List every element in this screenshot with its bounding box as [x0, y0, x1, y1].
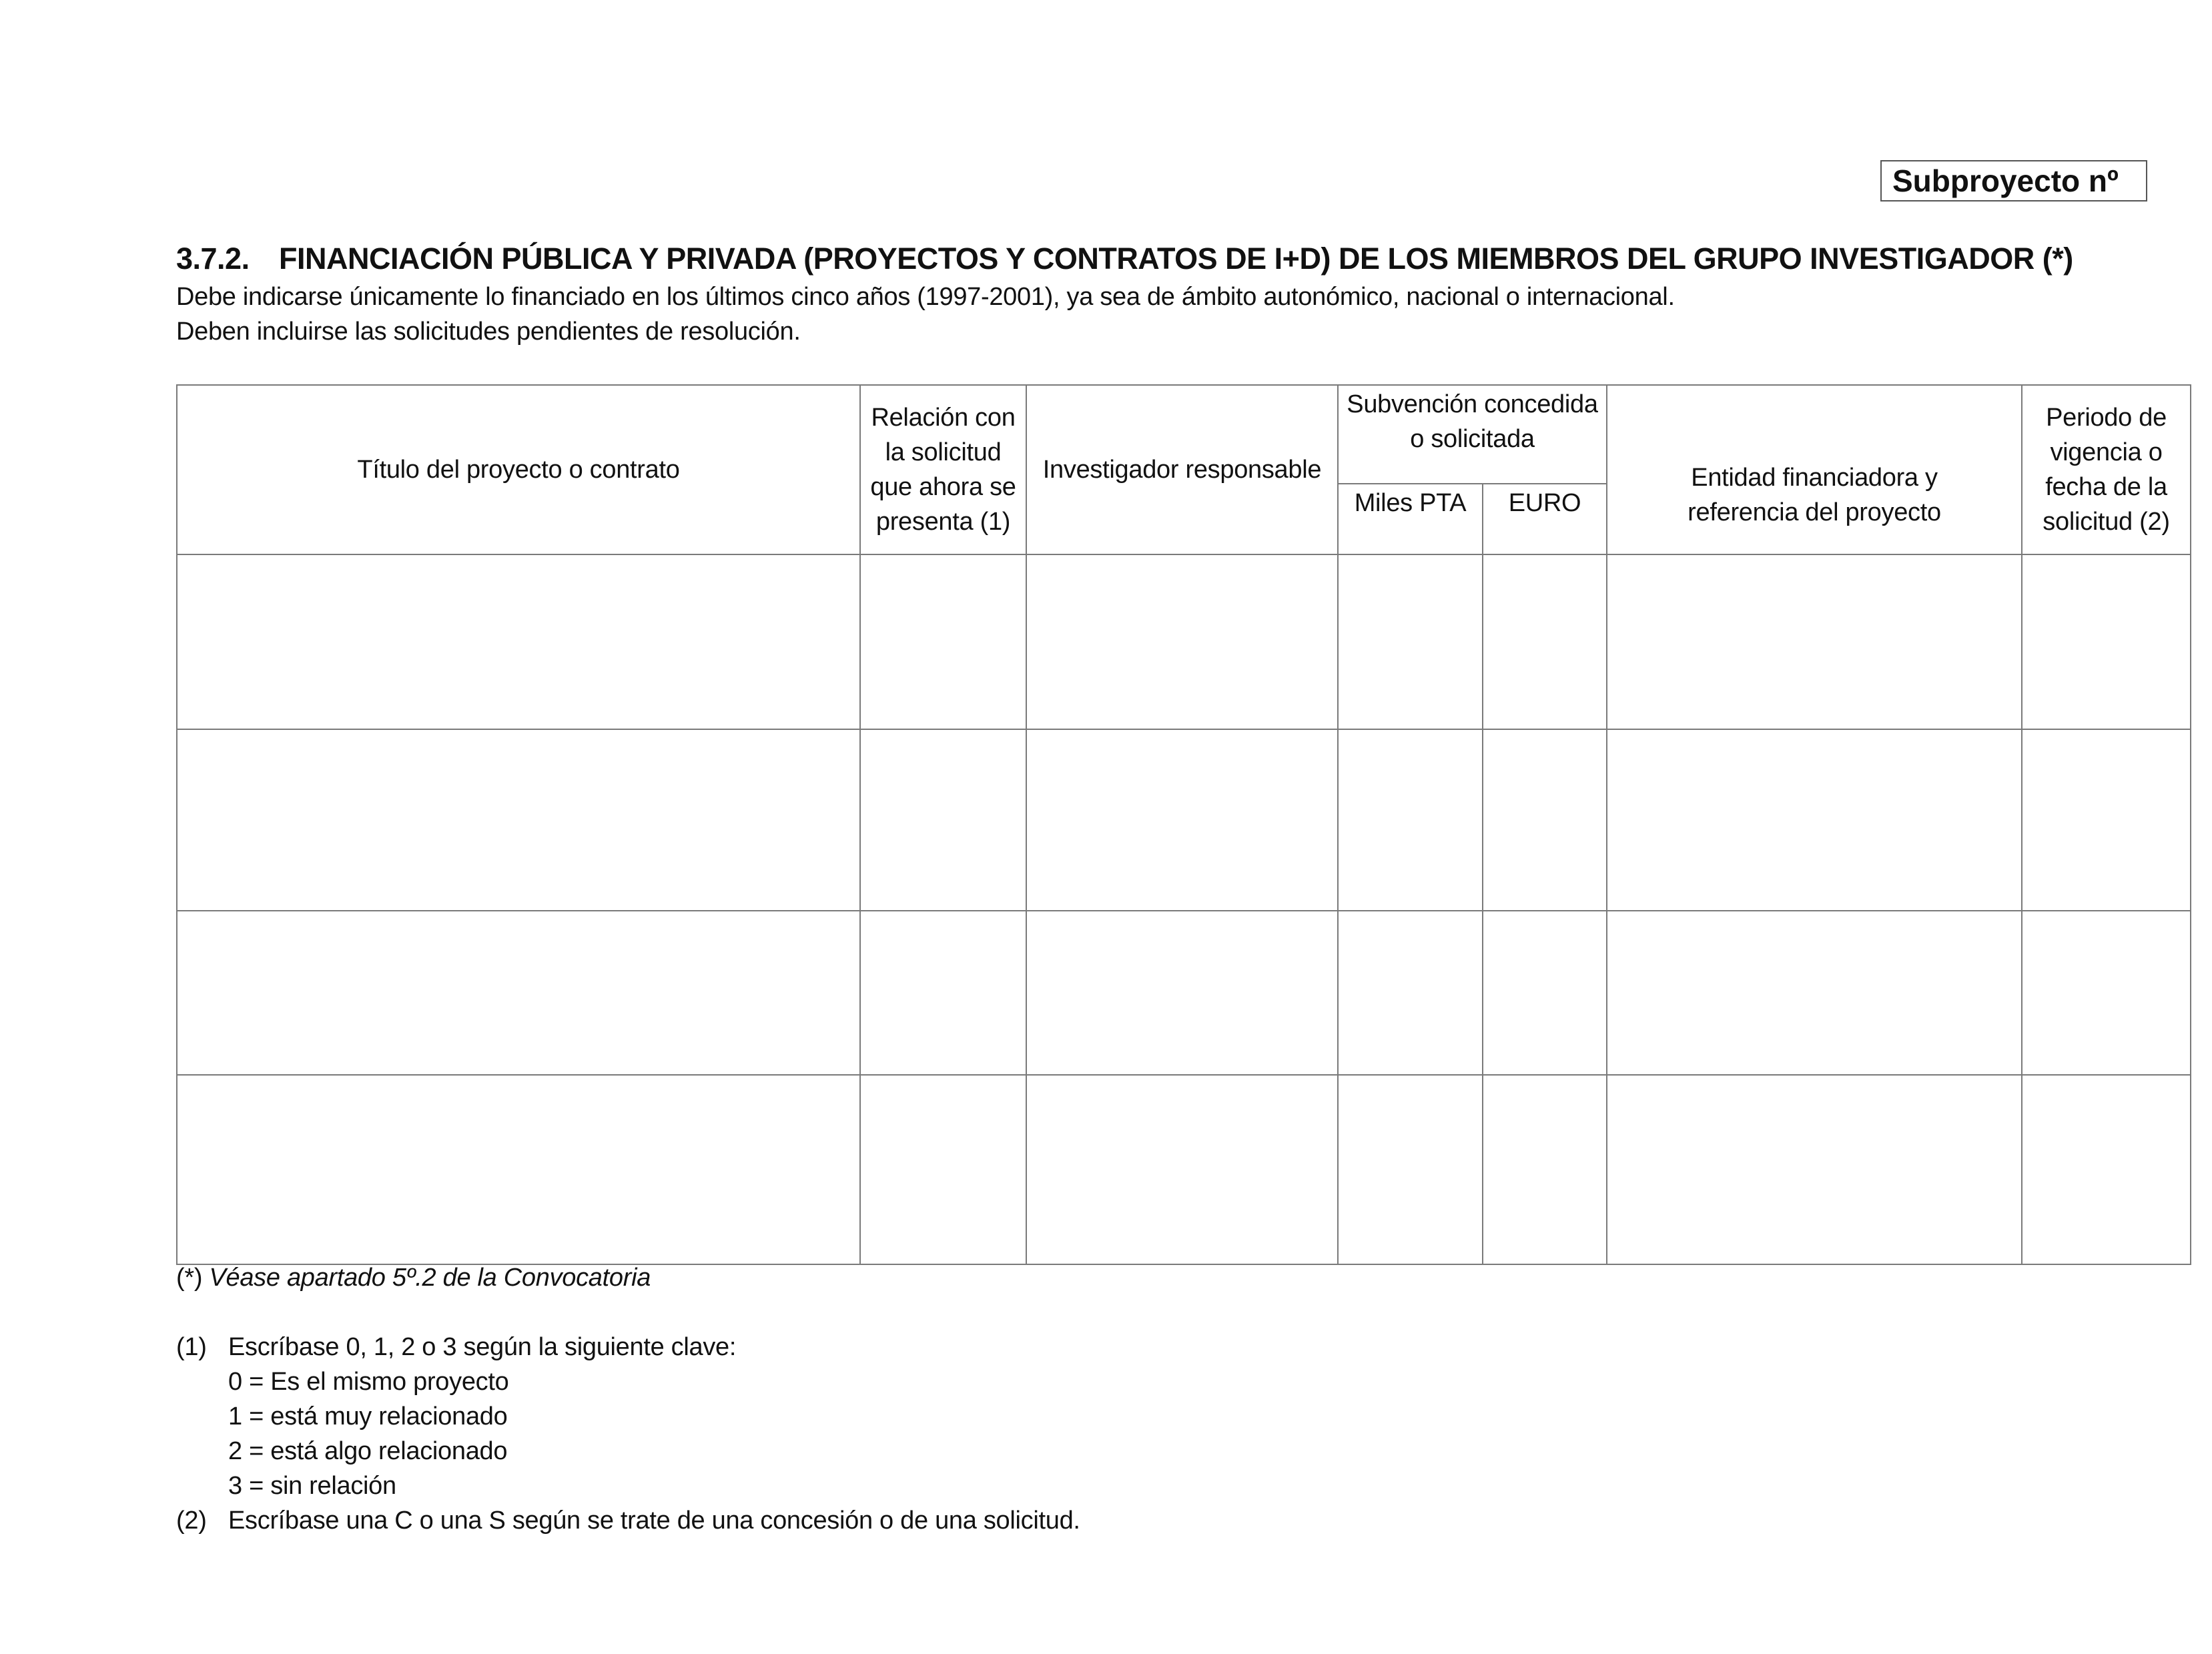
table-row [177, 1075, 2191, 1264]
cell-miles-pta[interactable] [1338, 1075, 1483, 1264]
cell-periodo[interactable] [2022, 1075, 2191, 1264]
cell-euro[interactable] [1483, 729, 1607, 911]
header-miles-pta-text: Miles PTA [1354, 489, 1467, 517]
section-title: FINANCIACIÓN PÚBLICA Y PRIVADA (PROYECTOS Y CONTRATOS DE I+D) DE LOS MIEMBROS DEL GRUPO INVESTIGADOR (*) [279, 242, 2073, 276]
cell-titulo[interactable] [177, 911, 860, 1075]
cell-periodo[interactable] [2022, 729, 2191, 911]
cell-periodo[interactable] [2022, 554, 2191, 729]
cell-relacion[interactable] [860, 554, 1026, 729]
funding-table [176, 384, 2191, 1265]
cell-relacion[interactable] [860, 911, 1026, 1075]
table-row [177, 911, 2191, 1075]
cell-entidad[interactable] [1607, 1075, 2022, 1264]
intro-line-1: Debe indicarse únicamente lo financiado en los últimos cinco años (1997-2001), ya sea de ámbito autonómico, nacional o internacional. [176, 283, 1675, 311]
table-row [177, 729, 2191, 911]
header-investigador-text: Investigador responsable [1042, 456, 1322, 484]
footnote-2-text: Escríbase una C o una S según se trate de una concesión o de una solicitud. [228, 1507, 1080, 1535]
cell-relacion[interactable] [860, 729, 1026, 911]
header-entidad [1607, 385, 2022, 554]
footnote-1 [176, 1333, 736, 1362]
header-entidad-line: Entidad financiadora y [1691, 464, 1938, 492]
table-row [177, 554, 2191, 729]
key-item: 0 = Es el mismo proyecto [228, 1368, 509, 1396]
key-item: 3 = sin relación [228, 1472, 396, 1500]
section-number: 3.7.2. [176, 242, 250, 276]
cell-euro[interactable] [1483, 911, 1607, 1075]
subproject-number-box[interactable] [1880, 160, 2147, 201]
header-periodo [2022, 385, 2191, 554]
intro-line-2: Deben incluirse las solicitudes pendientes de resolución. [176, 318, 801, 346]
footnote-1-marker: (1) [176, 1333, 207, 1361]
cell-entidad[interactable] [1607, 729, 2022, 911]
header-relacion-line: presenta (1) [875, 508, 1011, 536]
header-titulo [177, 385, 860, 554]
cell-titulo[interactable] [177, 554, 860, 729]
cell-miles-pta[interactable] [1338, 911, 1483, 1075]
footnote-1-text: Escríbase 0, 1, 2 o 3 según la siguiente clave: [228, 1333, 737, 1361]
header-relacion-line: Relación con [871, 404, 1016, 432]
cell-investigador[interactable] [1026, 911, 1338, 1075]
subproject-label: Subproyecto nº [1892, 163, 2119, 198]
header-subvencion-line: Subvención concedida [1347, 390, 1598, 418]
footnote-2-marker: (2) [176, 1507, 207, 1535]
cell-entidad[interactable] [1607, 911, 2022, 1075]
cell-investigador[interactable] [1026, 729, 1338, 911]
header-titulo-text: Título del proyecto o contrato [357, 456, 680, 484]
cell-investigador[interactable] [1026, 554, 1338, 729]
header-relacion-line: que ahora se [870, 473, 1016, 501]
header-periodo-line: Periodo de [2046, 404, 2167, 432]
header-investigador [1026, 385, 1338, 554]
header-periodo-line: solicitud (2) [2043, 508, 2170, 536]
header-euro [1483, 484, 1607, 554]
section-heading [176, 242, 2073, 276]
key-item: 1 = está muy relacionado [228, 1402, 508, 1430]
header-periodo-line: fecha de la [2045, 473, 2167, 501]
key-item: 2 = está algo relacionado [228, 1437, 508, 1465]
footnote-2 [176, 1507, 1080, 1535]
header-subvencion [1338, 385, 1607, 484]
header-relacion-line: la solicitud [885, 438, 1002, 466]
header-periodo-line: vigencia o [2050, 438, 2163, 466]
cell-miles-pta[interactable] [1338, 729, 1483, 911]
cell-euro[interactable] [1483, 554, 1607, 729]
cell-entidad[interactable] [1607, 554, 2022, 729]
cell-titulo[interactable] [177, 729, 860, 911]
cell-investigador[interactable] [1026, 1075, 1338, 1264]
header-euro-text: EURO [1508, 489, 1581, 517]
header-miles-pta [1338, 484, 1483, 554]
footnote-star [176, 1264, 651, 1292]
header-entidad-line: referencia del proyecto [1688, 498, 1941, 526]
cell-periodo[interactable] [2022, 911, 2191, 1075]
cell-miles-pta[interactable] [1338, 554, 1483, 729]
footnote-star-text: Véase apartado 5º.2 de la Convocatoria [209, 1264, 651, 1292]
cell-relacion[interactable] [860, 1075, 1026, 1264]
header-subvencion-line: o solicitada [1410, 425, 1535, 453]
cell-titulo[interactable] [177, 1075, 860, 1264]
cell-euro[interactable] [1483, 1075, 1607, 1264]
footnote-star-marker: (*) [176, 1264, 203, 1292]
header-relacion [860, 385, 1026, 554]
